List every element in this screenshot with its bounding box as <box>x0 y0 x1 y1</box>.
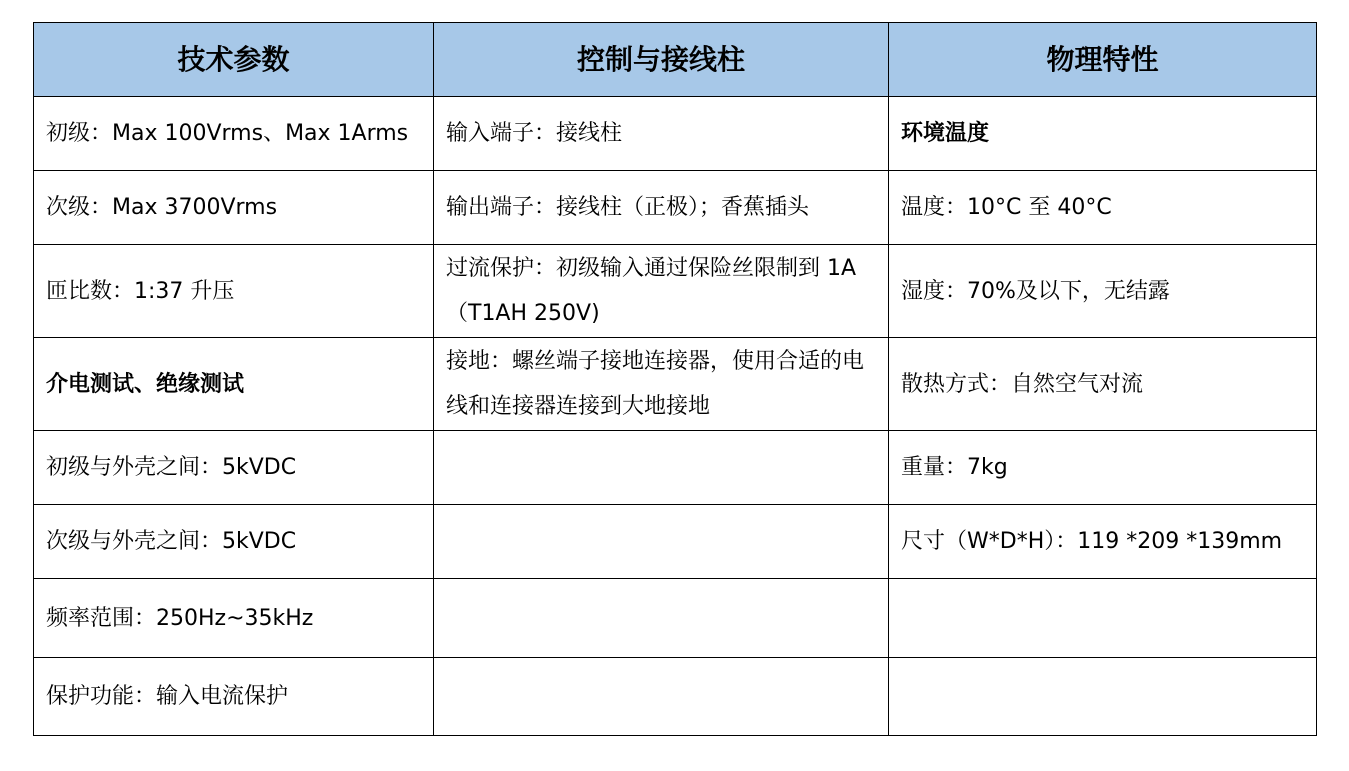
table-row <box>34 505 1317 579</box>
header-technical-params: 技术参数 <box>34 23 434 97</box>
table-row <box>34 245 1317 338</box>
table-cell: 温度：10°C 至 40°C <box>889 171 1317 245</box>
table-cell: 输出端子：接线柱（正极）；香蕉插头 <box>434 171 889 245</box>
table-row <box>34 579 1317 658</box>
table-cell: 初级：Max 100Vrms、Max 1Arms <box>34 97 434 171</box>
table-cell: 次级与外壳之间：5kVDC <box>34 505 434 579</box>
table-cell <box>434 505 889 579</box>
table-cell: 初级与外壳之间：5kVDC <box>34 431 434 505</box>
header-row <box>34 23 1317 97</box>
spec-table <box>33 22 1317 736</box>
table-cell <box>434 658 889 736</box>
header-physical-properties: 物理特性 <box>889 23 1317 97</box>
table-cell: 湿度：70%及以下，无结露 <box>889 245 1317 338</box>
table-cell: 尺寸（W*D*H）：119 *209 *139mm <box>889 505 1317 579</box>
table-cell: 重量：7kg <box>889 431 1317 505</box>
table-cell <box>434 431 889 505</box>
table-cell <box>434 579 889 658</box>
table-cell <box>889 579 1317 658</box>
table-cell: 过流保护：初级输入通过保险丝限制到 1A（T1AH 250V) <box>434 245 889 338</box>
header-control-terminals: 控制与接线柱 <box>434 23 889 97</box>
table-cell: 次级：Max 3700Vrms <box>34 171 434 245</box>
table-cell <box>889 658 1317 736</box>
table-cell: 接地：螺丝端子接地连接器，使用合适的电线和连接器连接到大地接地 <box>434 338 889 431</box>
section-heading-environment-temperature: 环境温度 <box>889 97 1317 171</box>
section-heading-dielectric-test: 介电测试、绝缘测试 <box>34 338 434 431</box>
table-row <box>34 338 1317 431</box>
table-row <box>34 97 1317 171</box>
table-row <box>34 658 1317 736</box>
table-cell: 散热方式：自然空气对流 <box>889 338 1317 431</box>
table-cell: 保护功能：输入电流保护 <box>34 658 434 736</box>
table-cell: 匝比数：1:37 升压 <box>34 245 434 338</box>
table-row <box>34 431 1317 505</box>
table-row <box>34 171 1317 245</box>
table-cell: 频率范围：250Hz~35kHz <box>34 579 434 658</box>
table-cell: 输入端子：接线柱 <box>434 97 889 171</box>
